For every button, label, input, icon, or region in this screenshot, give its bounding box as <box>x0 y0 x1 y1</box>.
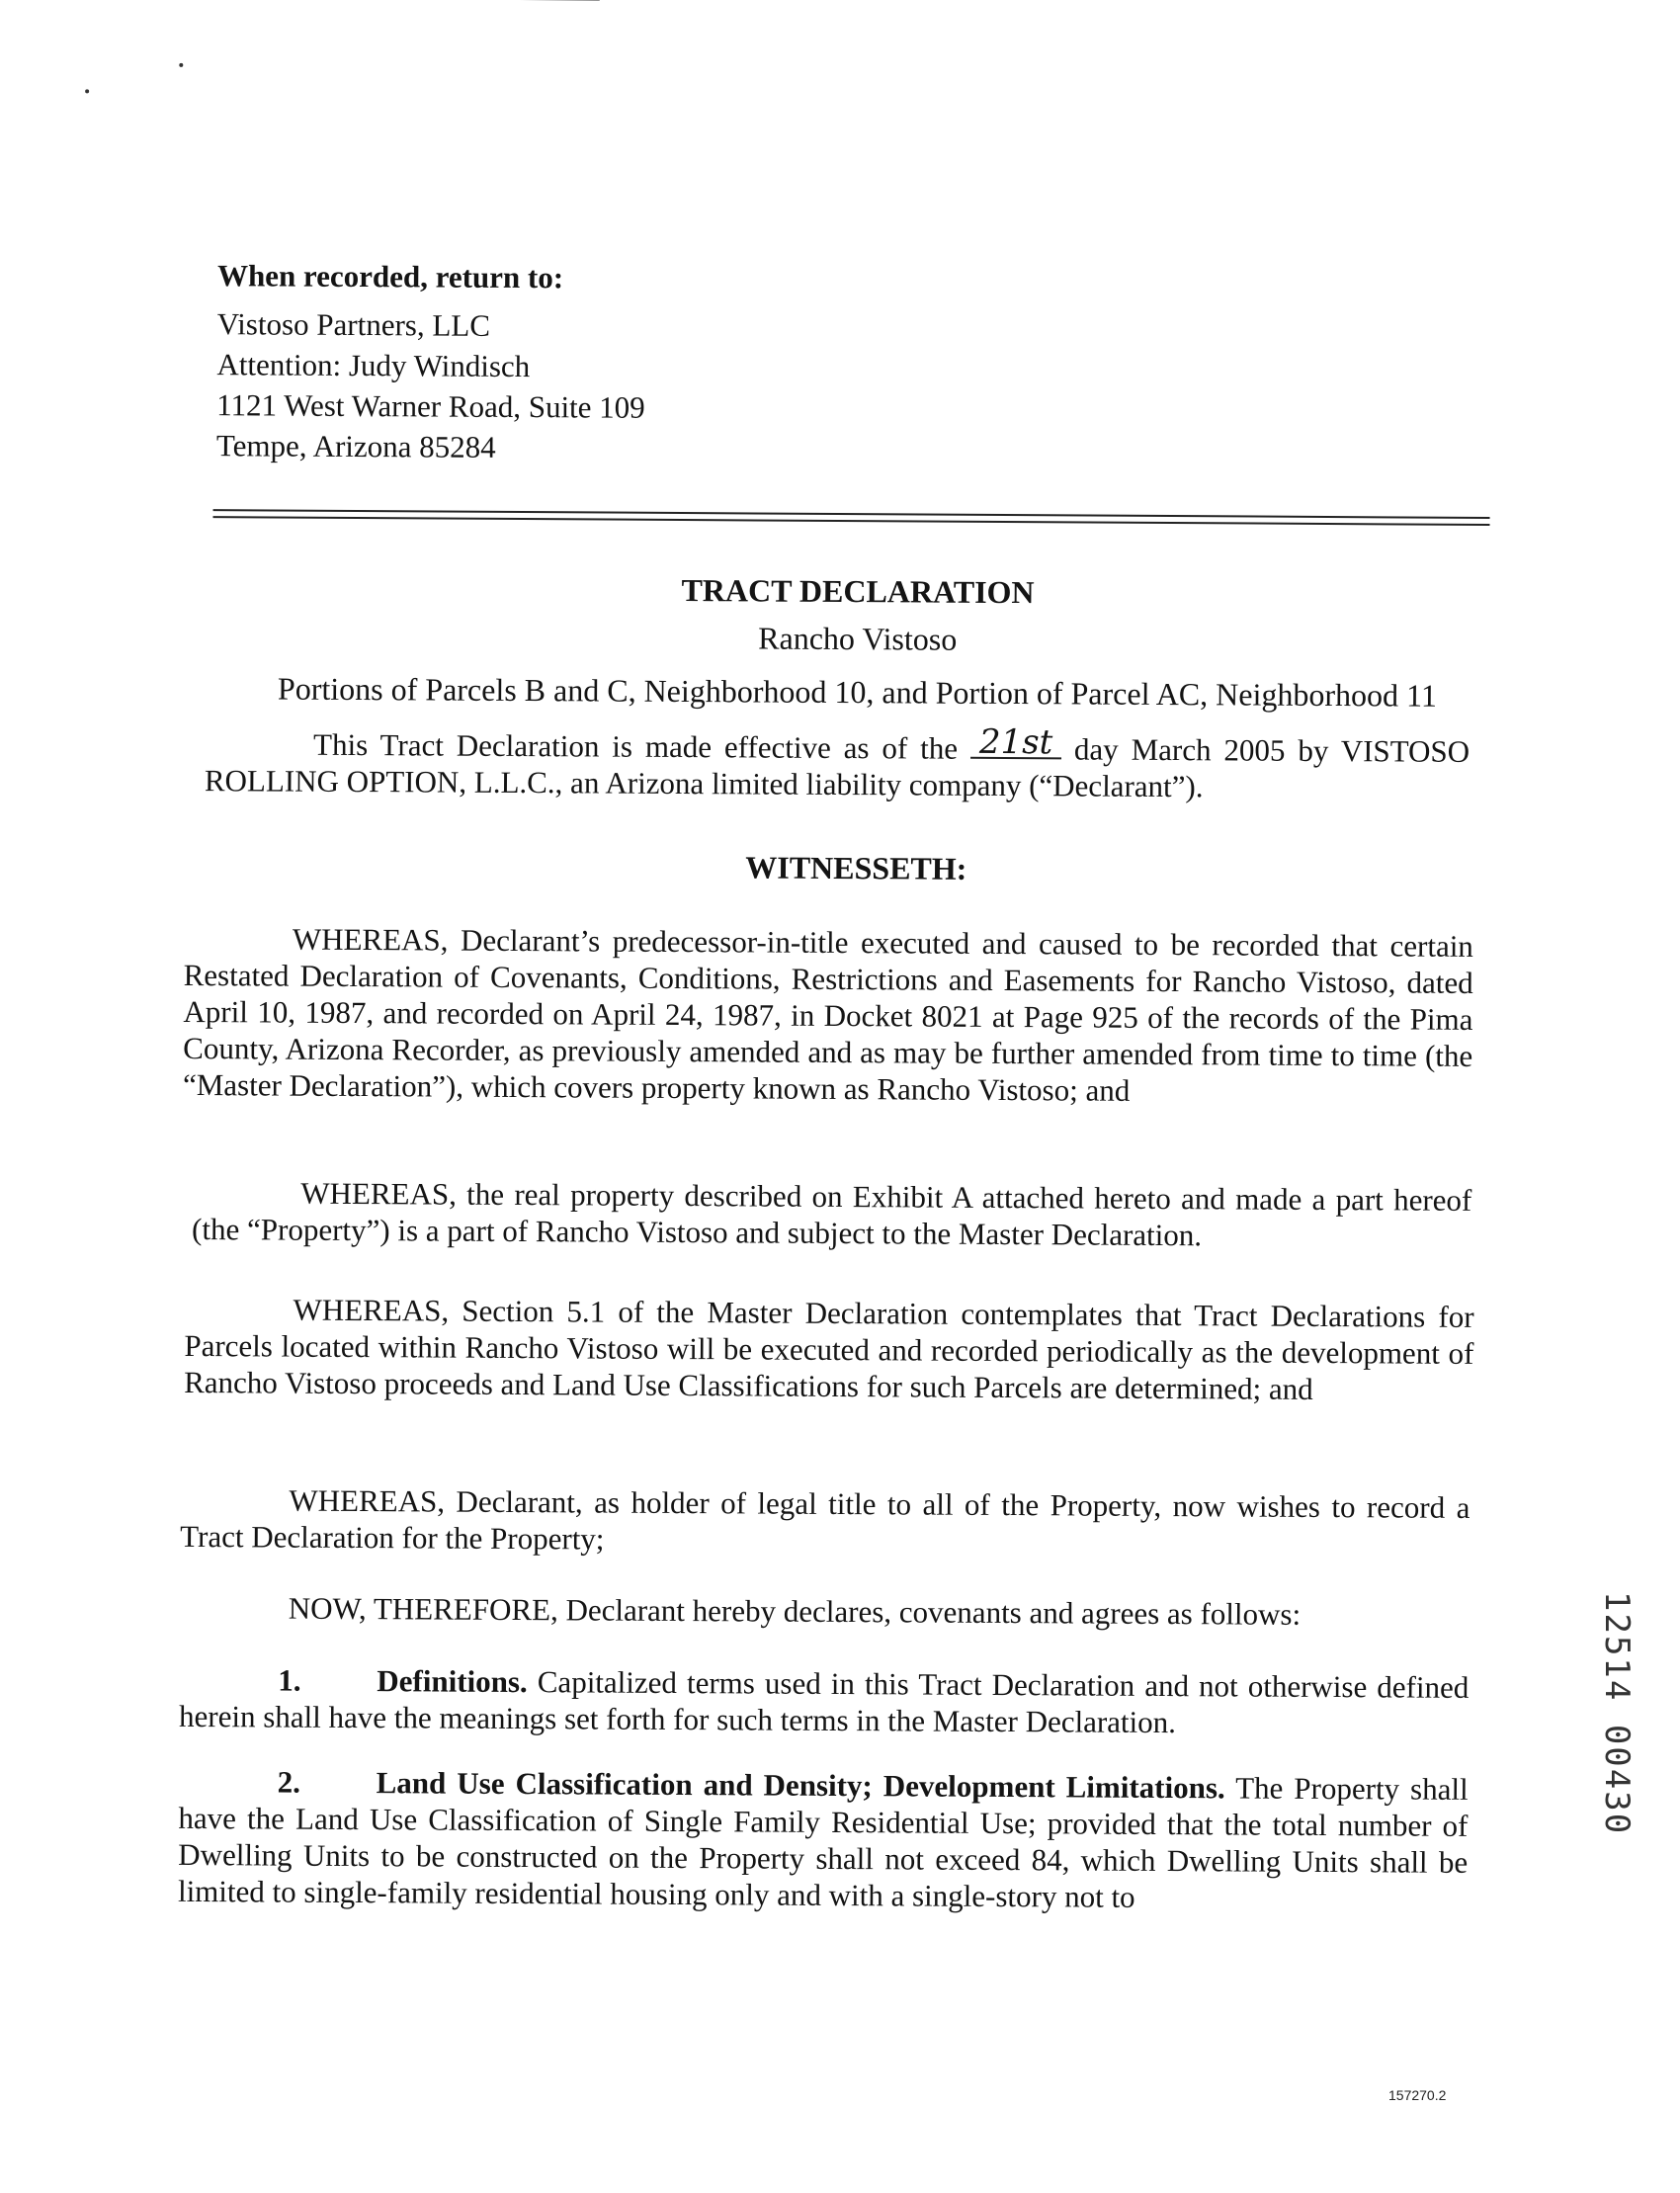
now-therefore-text: NOW, THEREFORE, Declarant hereby declares, covenants and agrees as follows: <box>289 1591 1302 1632</box>
now-therefore-paragraph <box>180 1589 1470 1634</box>
document-subtitle: Rancho Vistoso <box>3 614 1680 664</box>
whereas-text: WHEREAS, the real property described on Exhibit A attached hereto and made a part hereof (the “Property”) is a part of Rancho Vistoso and subject to the Master Declaration. <box>192 1176 1471 1253</box>
return-line-company: Vistoso Partners, LLC <box>217 303 646 347</box>
section-1-title: Definitions. <box>377 1663 528 1699</box>
parcels-line: Portions of Parcels B and C, Neighborhood 10, and Portion of Parcel AC, Neighborhood 11 <box>2 667 1680 717</box>
intro-before-date: This Tract Declaration is made effective as of the <box>313 727 958 766</box>
section-1-paragraph <box>179 1661 1469 1742</box>
intro-after-date: day March 2005 by VISTOSO ROLLING OPTION, L.L.C., an Arizona limited liability company (“Declarant”). <box>205 731 1470 803</box>
footer-document-code: 157270.2 <box>1388 2087 1446 2103</box>
intro-paragraph <box>205 725 1470 806</box>
scan-speck <box>85 89 89 93</box>
side-recording-stamp: 12514 00430 <box>1579 1591 1629 1835</box>
whereas-paragraph-2 <box>192 1174 1471 1255</box>
return-address-block <box>216 255 646 468</box>
whereas-text: WHEREAS, Section 5.1 of the Master Declaration contemplates that Tract Declarations for Parcels located within Rancho Vistoso will be executed and recorded periodically as the development of Rancho Vistoso proceeds and Land Use Classifications for such Parcels are determined; and <box>184 1293 1474 1406</box>
section-2-title: Land Use Classification and Density; Development Limitations. <box>377 1765 1225 1805</box>
section-2-paragraph <box>178 1763 1469 1917</box>
whereas-text: WHEREAS, Declarant, as holder of legal title to all of the Property, now wishes to record a Tract Declaration for the Property; <box>180 1483 1470 1557</box>
handwritten-day: 21st <box>970 727 1061 760</box>
section-2-number: 2. <box>179 1763 377 1801</box>
section-2-text: The Property shall have the Land Use Classification of Single Family Residential Use; provided that the total number of Dwelling Units to be constructed on the Property shall not exceed 84, which Dwelling Units shall be limited to single-family residential housing only and with a single-story not to <box>178 1770 1469 1913</box>
scan-speck <box>179 63 183 67</box>
whereas-paragraph-4 <box>180 1481 1470 1562</box>
return-line-attention: Attention: Judy Windisch <box>216 344 645 387</box>
whereas-paragraph-3 <box>184 1291 1474 1408</box>
section-1-text: Capitalized terms used in this Tract Declaration and not otherwise defined herein shall have the meanings set forth for such terms in the Master Declaration. <box>179 1664 1469 1739</box>
whereas-text: WHEREAS, Declarant’s predecessor-in-title executed and caused to be recorded that certain Restated Declaration of Covenants, Conditions, Restrictions and Easements for Rancho Vistoso, dated April 10, 1987, and recorded on April 24, 1987, in Docket 8021 at Page 925 of the records of the Pima County, Arizona Recorder, as previously amended and as may be further amended from time to time (the “Master Declaration”), which covers property known as Rancho Vistoso; and <box>183 922 1473 1108</box>
whereas-paragraph-1 <box>183 920 1473 1111</box>
return-line-street: 1121 West Warner Road, Suite 109 <box>216 384 645 428</box>
document-title: TRACT DECLARATION <box>3 566 1680 617</box>
return-line-city: Tempe, Arizona 85284 <box>216 425 645 468</box>
return-heading: When recorded, return to: <box>217 255 646 298</box>
section-1-number: 1. <box>179 1661 377 1699</box>
witnesseth-heading: WITNESSETH: <box>1 843 1680 893</box>
